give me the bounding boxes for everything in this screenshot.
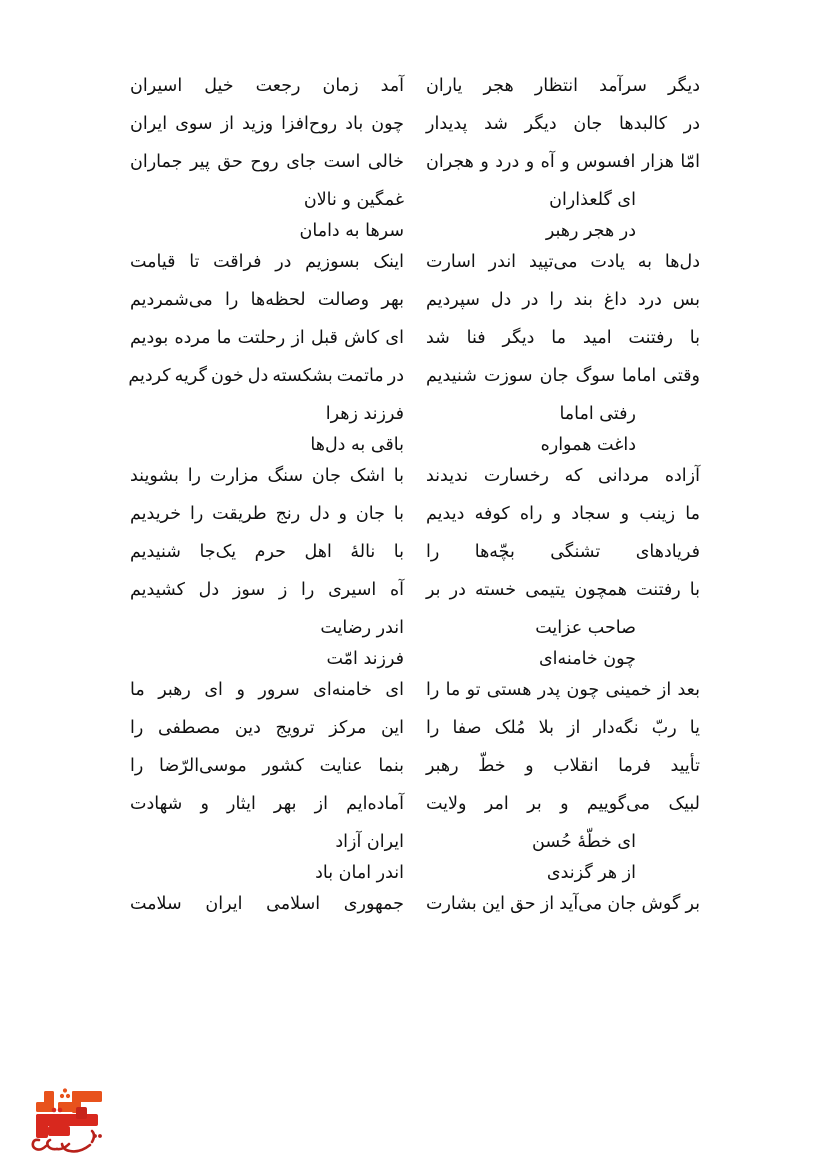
verse-line: با رفتنت همچون یتیمی خسته در بر [426,580,700,600]
verse-line: فرزند زهرا [325,404,404,424]
verse-line: در کالبدها جان دیگر شد پدیدار [426,114,700,134]
verse-line: دیگر سرآمد انتظار هجر یاران [426,76,700,96]
verse-line: داغت همواره [540,435,636,455]
verse-line: ما زینب و سجاد و راه کوفه دیدیم [426,504,700,524]
verse-line: آزاده مردانی که رخسارت ندیدند [426,466,700,486]
verse-line: از هر گزندی [546,863,636,883]
verse-line: اینک بسوزیم در فراقت تا قیامت [130,252,404,272]
verse-line: بهر وصالت لحظه‌ها را می‌شمردیم [130,290,404,310]
poem-columns [126,78,700,934]
poem-column-right [426,78,700,934]
verse-line: در هجر رهبر [545,221,636,241]
verse-line: اندر امان باد [315,863,404,883]
verse-line: رفتی اماما [559,404,636,424]
verse-line: با نالهٔ اهل حرم یک‌جا شنیدیم [130,542,404,562]
verse-line: خالی است جای روح حق پیر جماران [130,152,404,172]
verse-line: دل‌ها به یادت می‌تپید اندر اسارت [426,252,700,272]
verse-line: ای خامنه‌ای سرور و ای رهبر ما [130,680,404,700]
verse-line: باقی به دل‌ها [310,435,404,455]
verse-line: بر گوش جان می‌آید از حق این بشارت [426,894,700,914]
verse-line: این مرکز ترویج دین مصطفی را [130,718,404,738]
verse-line: آمد زمان رجعت خیل اسیران [130,76,404,96]
verse-line: فرزند امّت [326,649,404,669]
logo-shahed-mark [36,1088,102,1113]
verse-line: ایران آزاد [335,832,404,852]
verse-line: تأیید فرما انقلاب و خطّ رهبر [426,756,700,776]
publisher-logo [14,1087,118,1163]
verse-line: جمهوری اسلامی ایران سلامت [130,894,404,914]
verse-line: ای کاش قبل از رحلتت ما مرده بودیم [130,328,404,348]
verse-line: با رفتنت امید ما دیگر فنا شد [426,328,700,348]
verse-line: با جان و دل رنج طریقت را خریدیم [130,504,404,524]
verse-line: بس درد داغ بند را در دل سپردیم [426,290,700,310]
verse-line: آه اسیری را ز سوز دل کشیدیم [130,580,404,600]
verse-line: غمگین و نالان [303,190,404,210]
verse-line: ای خطّهٔ حُسن [532,832,636,852]
poem-column-left [130,78,404,934]
verse-line: صاحب عزایت [535,618,636,638]
verse-line: امّا هزار افسوس و آه و درد و هجران [426,152,700,172]
verse-line: یا ربّ نگه‌دار از بلا مُلک صفا را [426,718,700,738]
verse-line: با اشک جان سنگ مزارت را بشویند [130,466,404,486]
verse-line: اندر رضایت [320,618,404,638]
verse-line: در ماتمت بشکسته دل خون گریه کردیم [128,366,404,386]
verse-line: بعد از خمینی چون پدر هستی تو ما را [426,680,700,700]
verse-line: ای گلعذاران [549,190,636,210]
verse-line: وقتی اماما سوگ جان سوزت شنیدیم [426,366,700,386]
verse-line: لبیک می‌گوییم و بر امر ولایت [426,794,700,814]
verse-line: آماده‌ایم از بهر ایثار و شهادت [130,794,404,814]
logo-kerman-dots [93,1134,102,1138]
verse-line: چون باد روح‌افزا وزید از سوی ایران [130,114,404,134]
verse-line: چون خامنه‌ای [538,649,636,669]
verse-line: سرها به دامان [299,221,404,241]
verse-line: فریادهای تشنگی بچّه‌ها را [426,542,700,562]
verse-line: بنما عنایت کشور موسی‌الرّضا را [130,756,404,776]
